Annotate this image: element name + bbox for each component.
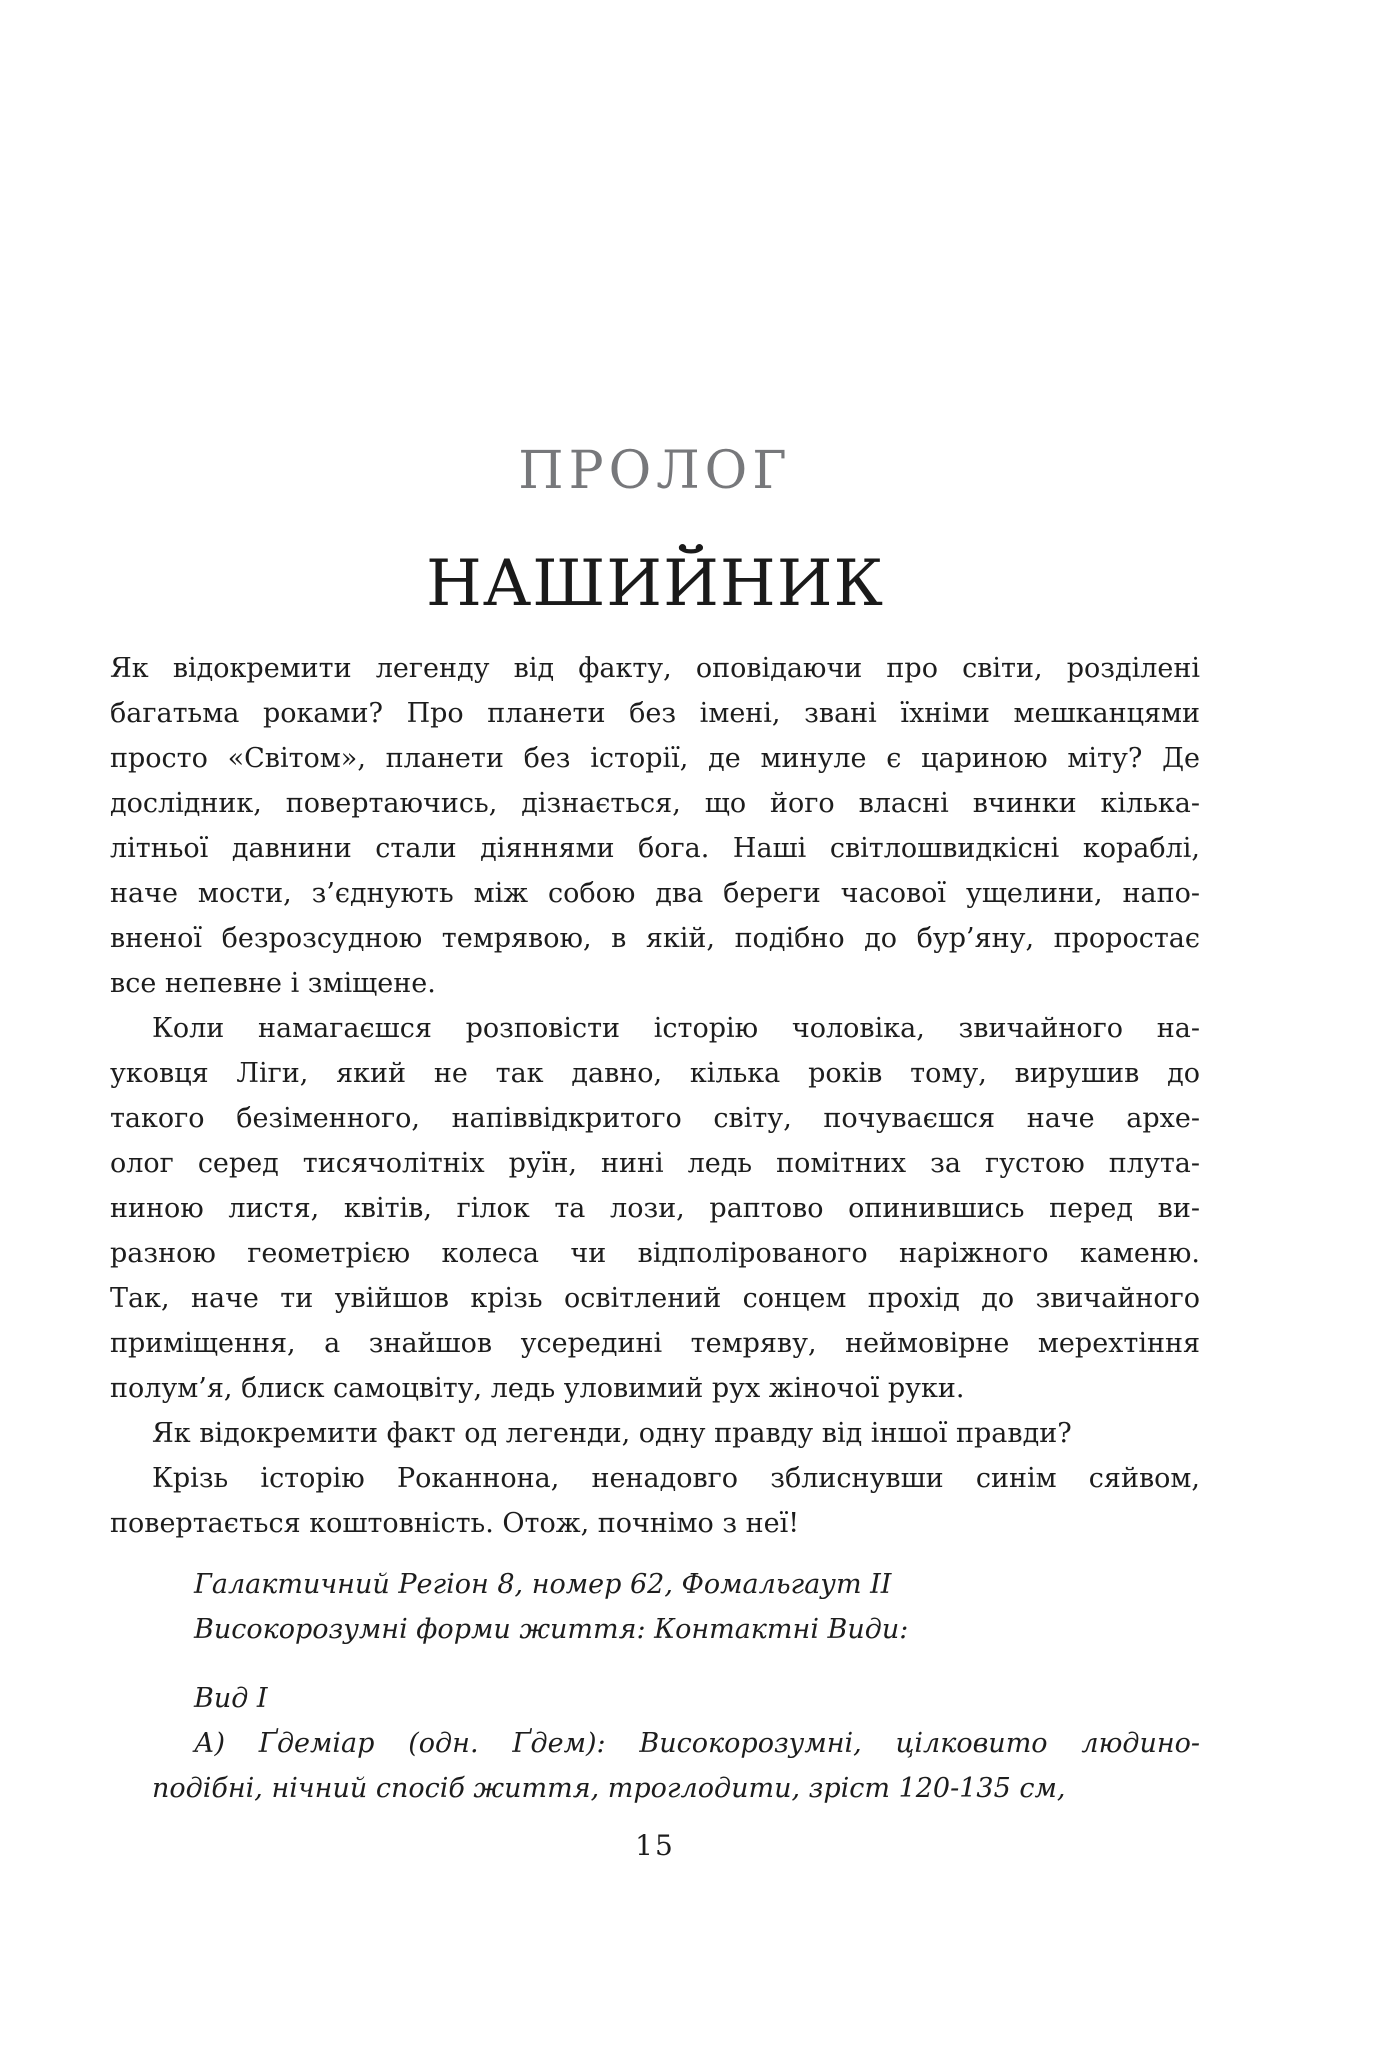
text-line: просто «Світом», планети без історії, де минуле є цариною міту? Де (110, 743, 1200, 774)
paragraph-3 (110, 1411, 1200, 1456)
text-line: Вид I (194, 1683, 268, 1714)
text-line: разною геометрією колеса чи відполірованого наріжного каменю. (110, 1238, 1200, 1269)
prologue-kicker: ПРОЛОГ (518, 441, 792, 501)
text-line: такого безіменного, напіввідкритого світу, почуваєшся наче архе- (110, 1103, 1200, 1134)
excerpt-header (152, 1562, 1200, 1652)
paragraph-2 (110, 1006, 1200, 1411)
text-line: полум’я, блиск самоцвіту, ледь уловимий рух жіночої руки. (110, 1373, 965, 1404)
text-line: повертається коштовність. Отож, почнімо з неї! (110, 1508, 800, 1539)
excerpt-species-list (152, 1676, 1200, 1811)
text-line: Високорозумні форми життя: Контактні Види: (194, 1614, 909, 1645)
text-line: уковця Ліги, який не так давно, кілька років тому, вирушив до (110, 1058, 1200, 1089)
page-number: 15 (635, 1829, 675, 1862)
text-block (110, 441, 1200, 1862)
paragraph-1 (110, 646, 1200, 1006)
text-line: дослідник, повертаючись, дізнається, що його власні вчинки кілька- (110, 788, 1200, 819)
text-line: подібні, нічний спосіб життя, троглодити, зріст 120-135 см, (152, 1773, 1066, 1804)
text-line: вненої безрозсудною темрявою, в якій, подібно до бур’яну, проростає (110, 923, 1200, 954)
text-line: наче мости, з’єднують між собою два береги часової ущелини, напо- (110, 878, 1200, 909)
text-line: А) Ґдеміар (одн. Ґдем): Високорозумні, цілковито людино- (194, 1728, 1200, 1759)
paragraph-4 (110, 1456, 1200, 1546)
body-text (110, 646, 1200, 1546)
catalog-excerpt (152, 1562, 1200, 1811)
text-line: літньої давнини стали діяннями бога. Наші світлошвидкісні кораблі, (110, 833, 1200, 864)
page-footer (110, 1829, 1200, 1862)
text-line: Як відокремити легенду від факту, оповідаючи про світи, розділені (110, 653, 1200, 684)
text-line: приміщення, а знайшов усередині темряву, неймовірне мерехтіння (110, 1328, 1200, 1359)
text-line: ниною листя, квітів, гілок та лози, раптово опинившись перед ви- (110, 1193, 1200, 1224)
text-line: Як відокремити факт од легенди, одну правду від іншої правди? (152, 1418, 1072, 1449)
text-line: все непевне і зміщене. (110, 968, 436, 999)
text-line: олог серед тисячолітніх руїн, нині ледь помітних за густою плута- (110, 1148, 1200, 1179)
text-line: багатьма роками? Про планети без імені, звані їхніми мешканцями (110, 698, 1200, 729)
text-line: Коли намагаєшся розповісти історію чоловіка, звичайного на- (152, 1013, 1200, 1044)
text-line: Крізь історію Роканнона, ненадовго зблиснувши синім сяйвом, (152, 1463, 1200, 1494)
text-line: Галактичний Регіон 8, номер 62, Фомальгаут II (194, 1569, 892, 1600)
chapter-title: НАШИЙНИК (425, 547, 885, 621)
text-line: Так, наче ти увійшов крізь освітлений сонцем прохід до звичайного (110, 1283, 1200, 1314)
